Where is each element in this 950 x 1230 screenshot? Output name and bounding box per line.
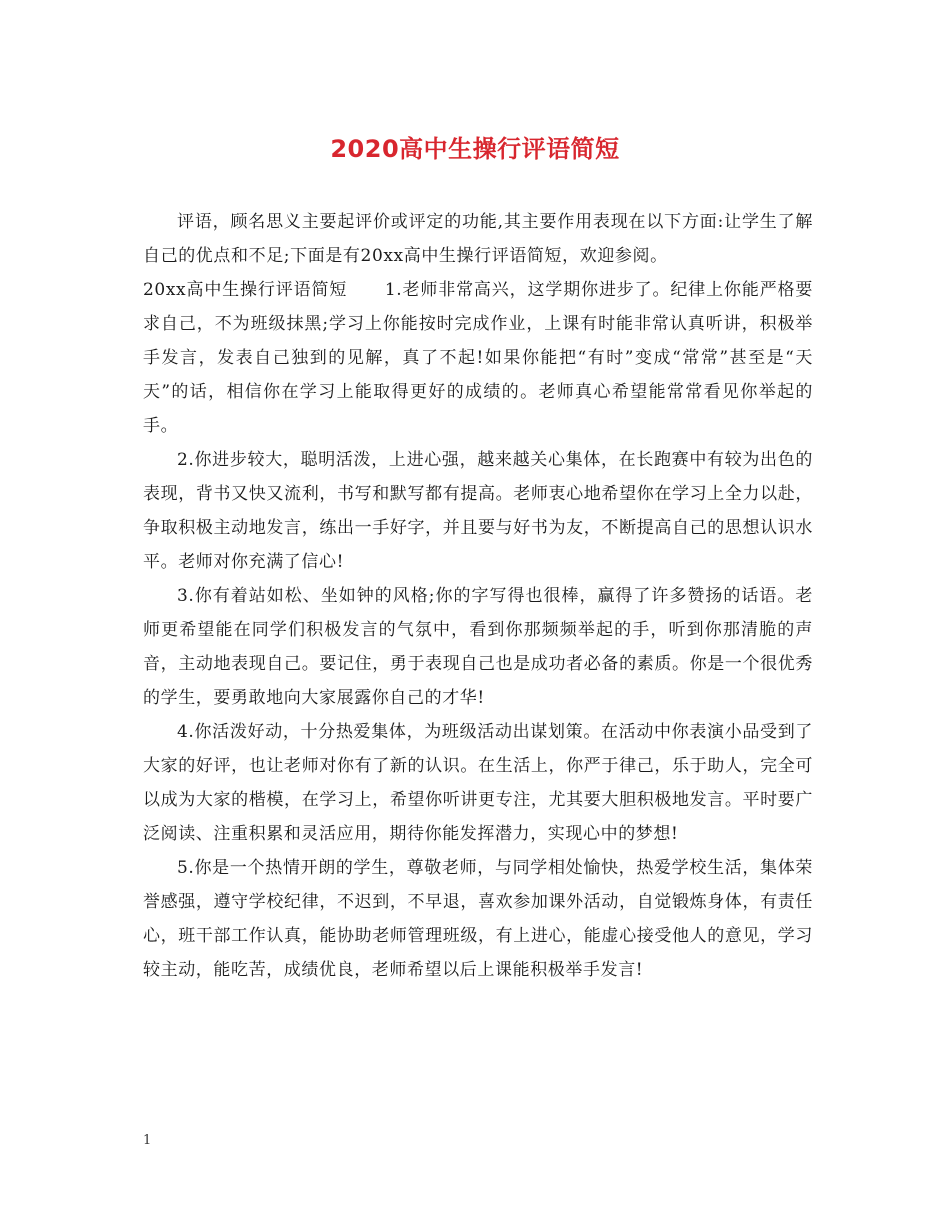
page-number: 1 [143,1133,152,1148]
comment-paragraph-3: 3.你有着站如松、坐如钟的风格;你的字写得也很棒，赢得了许多赞扬的话语。老师更希望能在同学们积极发言的气氛中，看到你那频频举起的手，听到你那清脆的声音，主动地表现自己。要记住，勇于表现自己也是成功者必备的素质。你是一个很优秀的学生，要勇敢地向大家展露你自己的才华! [143,586,813,708]
comment-text-1: 1.老师非常高兴，这学期你进步了。纪律上你能严格要求自己，不为班级抹黑;学习上你能按时完成作业，上课有时能非常认真听讲，积极举手发言，发表自己独到的见解，真了不起!如果你能把“有时”变成“常常”甚至是“天天”的话，相信你在学习上能取得更好的成绩的。老师真心希望能常常看见你举起的手。 [143,280,814,436]
heading-gap [347,280,385,300]
comment-paragraph-2: 2.你进步较大，聪明活泼，上进心强，越来越关心集体，在长跑赛中有较为出色的表现，背书又快又流利，书写和默写都有提高。老师衷心地希望你在学习上全力以赴，争取积极主动地发言，练出一手好字，并且要与好书为友，不断提高自己的思想认识水平。老师对你充满了信心! [143,450,813,572]
comment-paragraph-1 [143,273,813,443]
intro-paragraph: 评语，顾名思义主要起评价或评定的功能,其主要作用表现在以下方面:让学生了解自己的优点和不足;下面是有20xx高中生操行评语简短，欢迎参阅。 [143,212,813,266]
document-body [143,205,813,987]
comment-paragraph-4: 4.你活泼好动，十分热爱集体，为班级活动出谋划策。在活动中你表演小品受到了大家的好评，也让老师对你有了新的认识。在生活上，你严于律己，乐于助人，完全可以成为大家的楷模，在学习上，希望你听讲更专注，尤其要大胆积极地发言。平时要广泛阅读、注重积累和灵活应用，期待你能发挥潜力，实现心中的梦想! [143,722,813,844]
section-heading: 20xx高中生操行评语简短 [143,280,348,300]
document-title: 2020高中生操行评语简短 [330,135,620,163]
comment-paragraph-5: 5.你是一个热情开朗的学生，尊敬老师，与同学相处愉快，热爱学校生活，集体荣誉感强，遵守学校纪律，不迟到，不早退，喜欢参加课外活动，自觉锻炼身体，有责任心，班干部工作认真，能协助老师管理班级，有上进心，能虚心接受他人的意见，学习较主动，能吃苦，成绩优良，老师希望以后上课能积极举手发言! [143,858,813,980]
